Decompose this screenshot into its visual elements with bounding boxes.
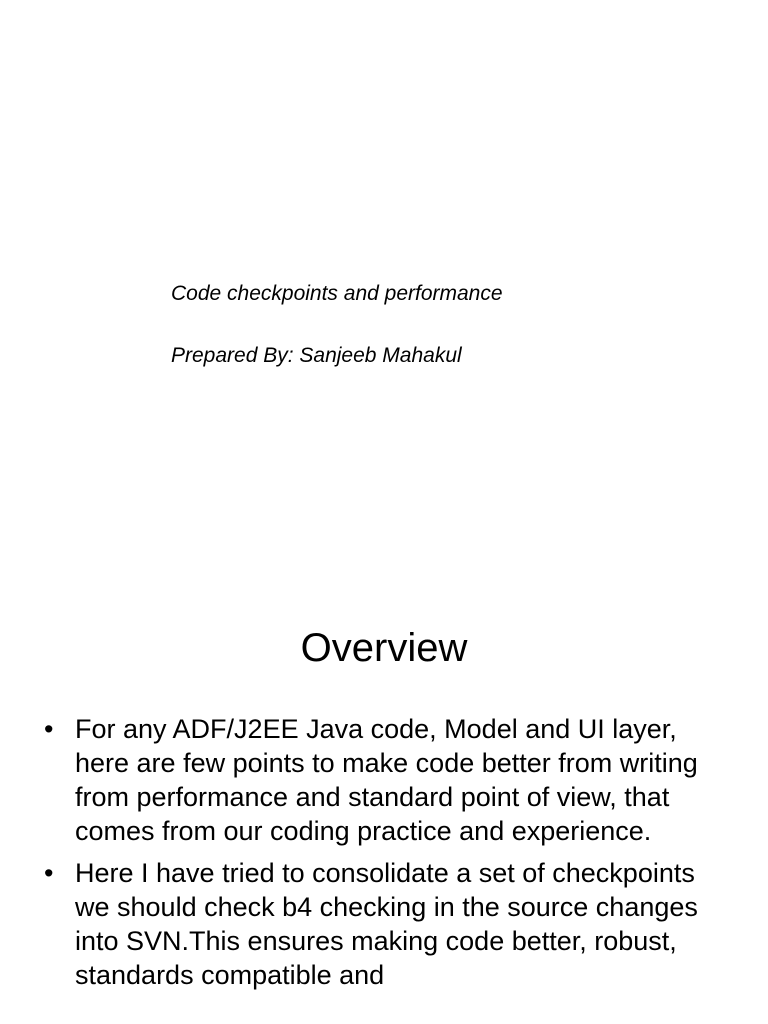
bullet-list (44, 712, 724, 1000)
bullet-text: Here I have tried to consolidate a set of checkpoints we should check b4 checking in the source changes into SVN.This ensures making code better, robust, standards compatible and (75, 858, 698, 990)
bullet-item (44, 856, 724, 992)
bullet-text: For any ADF/J2EE Java code, Model and UI layer, here are few points to make code better from writing from performance and standard point of view, that comes from our coding practice and experience. (75, 714, 698, 846)
slide-heading: Overview (300, 626, 468, 670)
presentation-title: Code checkpoints and performance (171, 282, 503, 305)
author-line: Prepared By: Sanjeeb Mahakul (171, 344, 462, 367)
bullet-icon: • (44, 858, 54, 888)
overview-slide (0, 576, 768, 1024)
bullet-item (44, 712, 724, 848)
bullet-icon: • (44, 714, 54, 744)
